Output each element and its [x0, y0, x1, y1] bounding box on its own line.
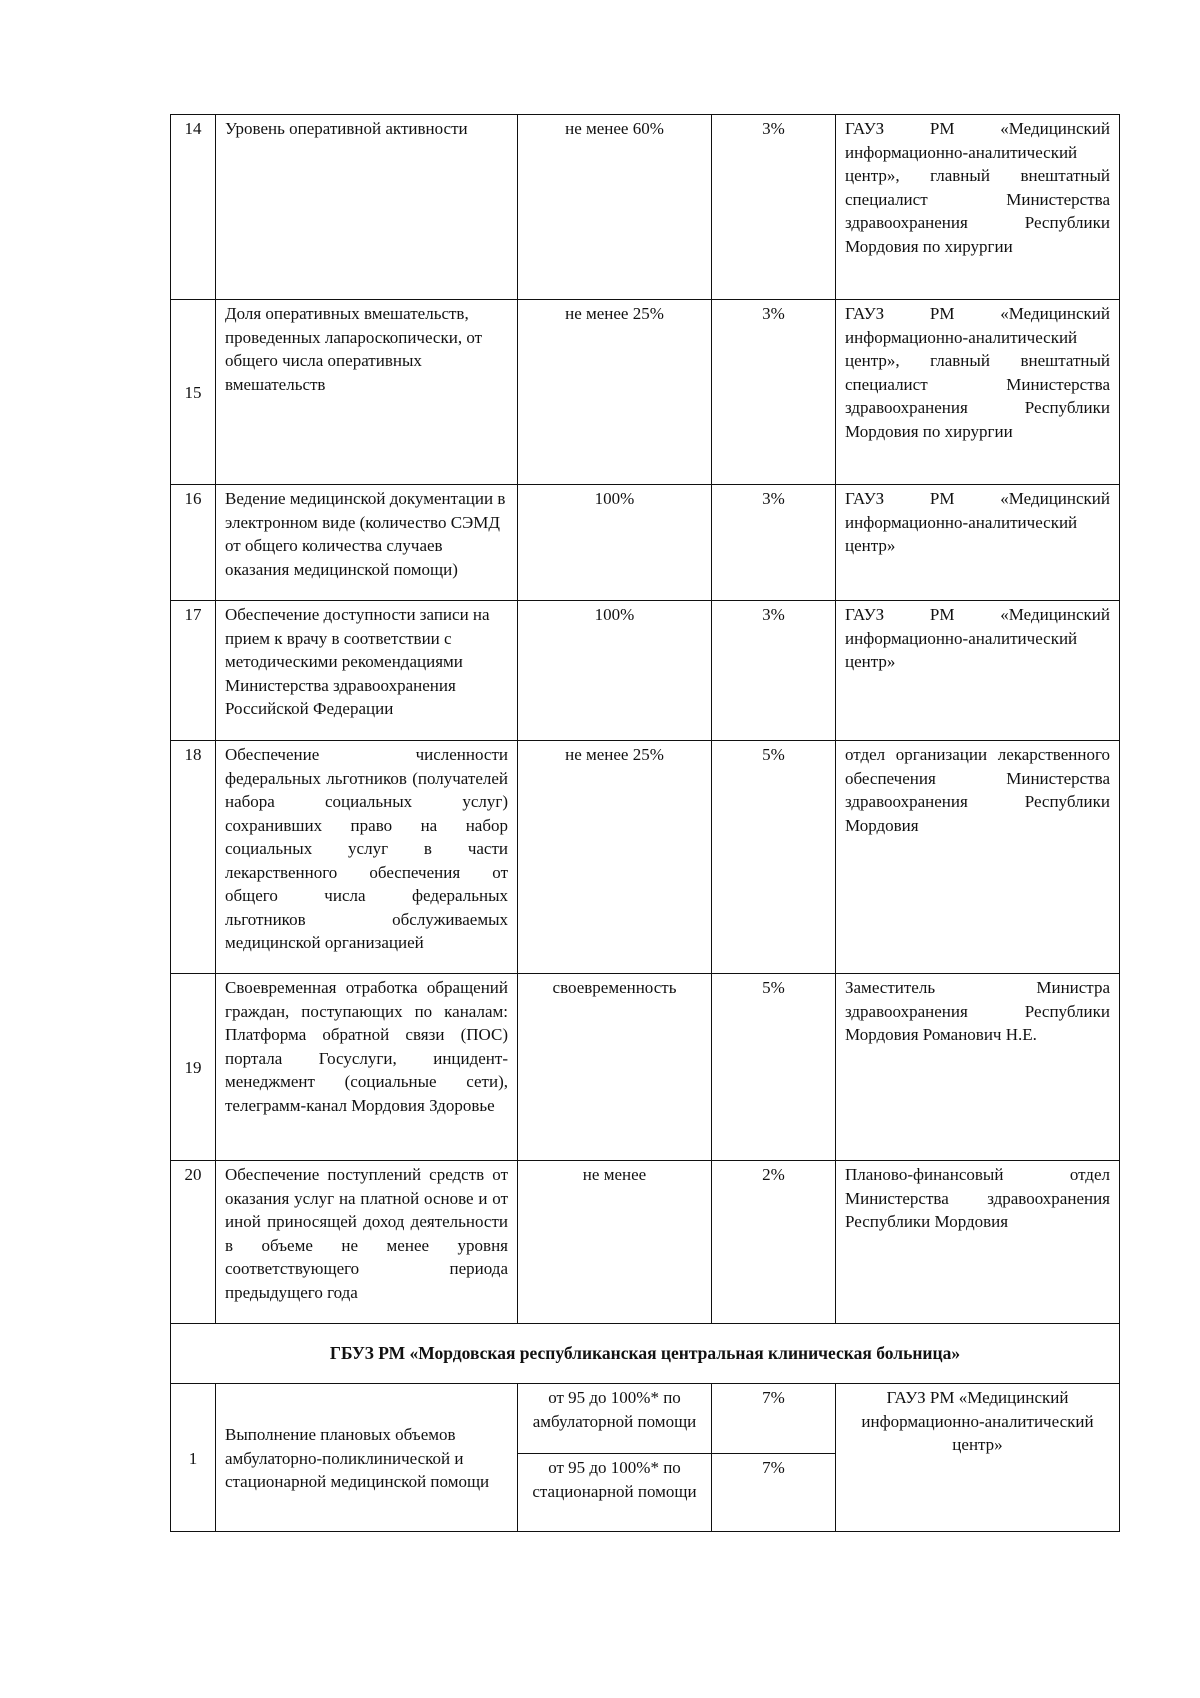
weight-cell: 2%	[712, 1161, 836, 1324]
row-number: 17	[171, 601, 216, 741]
section-header-row	[171, 1324, 1120, 1384]
target-cell: не менее 25%	[518, 300, 712, 485]
document-page	[170, 114, 1119, 1532]
weight-cell-ambulatory: 7%	[712, 1384, 836, 1454]
weight-cell: 3%	[712, 115, 836, 300]
row-number: 19	[171, 974, 216, 1161]
row-number: 15	[171, 300, 216, 485]
responsible-cell: отдел организации лекарственного обеспечения Министерства здравоохранения Республики Мордовия	[836, 741, 1120, 974]
row-number: 16	[171, 485, 216, 601]
target-cell: 100%	[518, 485, 712, 601]
responsible-cell: Заместитель Министра здравоохранения Республики Мордовия Романович Н.Е.	[836, 974, 1120, 1161]
row-number: 1	[171, 1384, 216, 1532]
indicator-cell: Обеспечение поступлений средств от оказания услуг на платной основе и от иной приносящей доход деятельности в объеме не менее уровня соответствующего периода предыдущего года	[216, 1161, 518, 1324]
table-row	[171, 485, 1120, 601]
row-number: 18	[171, 741, 216, 974]
weight-cell: 5%	[712, 741, 836, 974]
row-number: 14	[171, 115, 216, 300]
indicator-cell: Обеспечение численности федеральных льготников (получателей набора социальных услуг) сохранивших право на набор социальных услуг в части лекарственного обеспечения от общего числа федеральных льготников обслуживаемых медицинской организацией	[216, 741, 518, 974]
target-cell: не менее 60%	[518, 115, 712, 300]
table-row	[171, 115, 1120, 300]
target-cell: своевременность	[518, 974, 712, 1161]
target-cell: не менее 25%	[518, 741, 712, 974]
responsible-cell: ГАУЗ РМ «Медицинский информационно-аналитический центр»	[836, 485, 1120, 601]
indicator-cell: Ведение медицинской документации в электронном виде (количество СЭМД от общего количества случаев оказания медицинской помощи)	[216, 485, 518, 601]
table-row	[171, 300, 1120, 485]
table-row	[171, 1384, 1120, 1454]
table-row	[171, 601, 1120, 741]
responsible-cell: ГАУЗ РМ «Медицинский информационно-аналитический центр», главный внештатный специалист Министерства здравоохранения Республики Мордовия по хирургии	[836, 115, 1120, 300]
indicator-cell: Доля оперативных вмешательств, проведенных лапароскопически, от общего числа оперативных вмешательств	[216, 300, 518, 485]
target-cell: не менее	[518, 1161, 712, 1324]
table-row	[171, 974, 1120, 1161]
weight-cell: 3%	[712, 485, 836, 601]
weight-cell-inpatient: 7%	[712, 1454, 836, 1532]
indicator-cell: Выполнение плановых объемов амбулаторно-поликлинической и стационарной медицинской помощи	[216, 1384, 518, 1532]
target-cell: 100%	[518, 601, 712, 741]
responsible-cell: Планово-финансовый отдел Министерства здравоохранения Республики Мордовия	[836, 1161, 1120, 1324]
indicators-table	[170, 114, 1120, 1532]
table-row	[171, 741, 1120, 974]
responsible-cell: ГАУЗ РМ «Медицинский информационно-аналитический центр», главный внештатный специалист Министерства здравоохранения Республики Мордовия по хирургии	[836, 300, 1120, 485]
target-cell-inpatient: от 95 до 100%* по стационарной помощи	[518, 1454, 712, 1532]
table-row	[171, 1161, 1120, 1324]
indicator-cell: Обеспечение доступности записи на прием к врачу в соответствии с методическими рекомендациями Министерства здравоохранения Российской Федерации	[216, 601, 518, 741]
responsible-cell: ГАУЗ РМ «Медицинский информационно-аналитический центр»	[836, 1384, 1120, 1532]
weight-cell: 5%	[712, 974, 836, 1161]
section-title: ГБУЗ РМ «Мордовская республиканская центральная клиническая больница»	[171, 1324, 1120, 1384]
target-cell-ambulatory: от 95 до 100%* по амбулаторной помощи	[518, 1384, 712, 1454]
weight-cell: 3%	[712, 300, 836, 485]
indicator-cell: Уровень оперативной активности	[216, 115, 518, 300]
row-number: 20	[171, 1161, 216, 1324]
indicator-cell: Своевременная отработка обращений граждан, поступающих по каналам: Платформа обратной связи (ПОС) портала Госуслуги, инцидент-менеджмент (социальные сети), телеграмм-канал Мордовия Здоровье	[216, 974, 518, 1161]
responsible-cell: ГАУЗ РМ «Медицинский информационно-аналитический центр»	[836, 601, 1120, 741]
weight-cell: 3%	[712, 601, 836, 741]
